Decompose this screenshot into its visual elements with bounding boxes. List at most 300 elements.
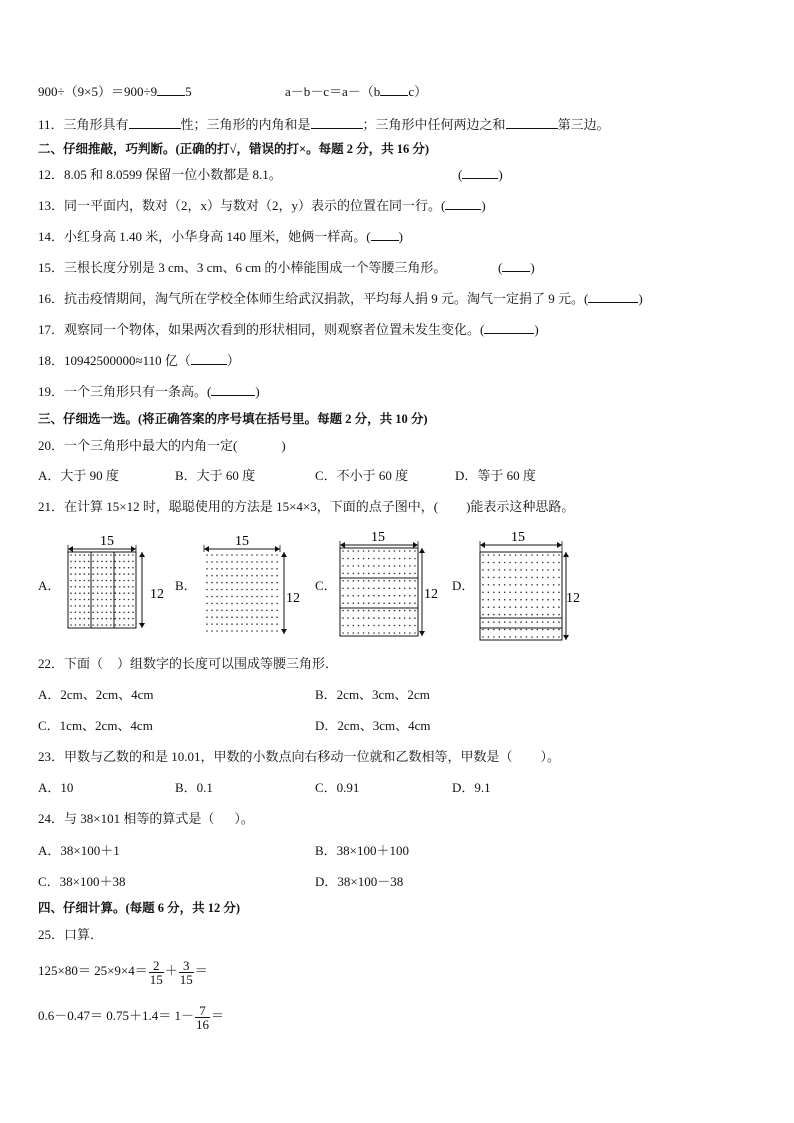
dot xyxy=(119,592,121,594)
dot xyxy=(231,561,233,563)
dot xyxy=(266,603,268,605)
dot xyxy=(409,550,411,552)
dot xyxy=(363,610,365,612)
answer-blank[interactable] xyxy=(371,228,399,241)
dot xyxy=(404,610,406,612)
dot xyxy=(531,554,533,556)
width-label: 15 xyxy=(511,530,525,545)
dot xyxy=(358,573,360,575)
calc-item: 0.75＋1.4＝ xyxy=(106,1008,172,1023)
dot xyxy=(509,577,511,579)
dot xyxy=(216,596,218,598)
dot xyxy=(271,575,273,577)
dot xyxy=(389,573,391,575)
dot xyxy=(70,554,72,556)
dot xyxy=(119,612,121,614)
q25-row-2 xyxy=(38,1002,224,1031)
dot xyxy=(493,562,495,564)
answer-blank[interactable] xyxy=(380,83,408,96)
dot xyxy=(399,550,401,552)
question-13 xyxy=(38,197,486,215)
dot xyxy=(526,629,528,631)
dot xyxy=(236,610,238,612)
dot xyxy=(358,565,360,567)
dot xyxy=(515,636,517,638)
dot xyxy=(101,624,103,626)
dot xyxy=(515,577,517,579)
answer-blank[interactable] xyxy=(484,321,534,334)
q22-option-b[interactable]: B．2cm、3cm、2cm xyxy=(315,687,430,702)
dot xyxy=(531,614,533,616)
dot xyxy=(389,602,391,604)
dot xyxy=(383,588,385,590)
dot xyxy=(226,561,228,563)
dot xyxy=(553,569,555,571)
dot xyxy=(79,554,81,556)
dot xyxy=(123,599,125,601)
dot xyxy=(115,573,117,575)
dot xyxy=(123,605,125,607)
dot xyxy=(110,599,112,601)
q21-stem-end: )能表示这种思路。 xyxy=(466,499,575,514)
q22-option-d[interactable]: D．2cm、3cm、4cm xyxy=(315,718,431,733)
dot xyxy=(493,629,495,631)
dot xyxy=(246,596,248,598)
paren-close: ) xyxy=(281,438,286,453)
dot xyxy=(404,580,406,582)
q24-option-c[interactable]: C．38×100＋38 xyxy=(38,874,126,889)
grid-frame xyxy=(340,548,418,636)
dot xyxy=(409,625,411,627)
dot xyxy=(70,605,72,607)
dot xyxy=(271,623,273,625)
dot xyxy=(347,610,349,612)
dot xyxy=(526,592,528,594)
question-17 xyxy=(38,321,539,339)
dot xyxy=(553,629,555,631)
dot xyxy=(537,592,539,594)
dot xyxy=(414,558,416,560)
q24-option-b[interactable]: B．38×100＋100 xyxy=(315,843,410,858)
dot xyxy=(504,592,506,594)
q22-option-a[interactable]: A．2cm、2cm、4cm xyxy=(38,687,154,702)
answer-blank[interactable] xyxy=(211,383,255,396)
paren-open: ( xyxy=(498,260,503,275)
dot xyxy=(119,618,121,620)
dot xyxy=(414,602,416,604)
q23-option-d[interactable]: D．9.1 xyxy=(452,780,491,795)
dot xyxy=(399,625,401,627)
dot xyxy=(261,630,263,632)
dot xyxy=(266,616,268,618)
dot xyxy=(88,624,90,626)
q23-option-c[interactable]: C．0.91 xyxy=(315,780,360,795)
dot xyxy=(221,596,223,598)
dot xyxy=(537,606,539,608)
answer-blank[interactable] xyxy=(129,116,181,129)
dot xyxy=(488,592,490,594)
dot xyxy=(88,592,90,594)
dot xyxy=(493,584,495,586)
dot xyxy=(110,624,112,626)
dot xyxy=(509,621,511,623)
dot xyxy=(409,573,411,575)
dot xyxy=(216,568,218,570)
dot xyxy=(276,575,278,577)
fraction-denominator: 16 xyxy=(196,1016,210,1032)
dot xyxy=(509,584,511,586)
dot xyxy=(368,580,370,582)
dot xyxy=(378,610,380,612)
dot xyxy=(75,586,77,588)
dot xyxy=(378,602,380,604)
dot xyxy=(231,582,233,584)
dot xyxy=(547,554,549,556)
question-11 xyxy=(38,116,610,134)
dot xyxy=(394,625,396,627)
dot xyxy=(383,610,385,612)
dot xyxy=(399,573,401,575)
dot xyxy=(353,550,355,552)
dot xyxy=(251,589,253,591)
dot xyxy=(383,565,385,567)
dot xyxy=(92,592,94,594)
q24-option-a[interactable]: A．38×100＋1 xyxy=(38,843,120,858)
dot xyxy=(70,573,72,575)
dot xyxy=(399,610,401,612)
dot xyxy=(75,573,77,575)
dot xyxy=(482,599,484,601)
dot xyxy=(537,621,539,623)
answer-blank[interactable] xyxy=(157,83,185,96)
dot xyxy=(119,573,121,575)
dot xyxy=(353,588,355,590)
dot xyxy=(231,630,233,632)
question-24 xyxy=(38,810,254,828)
dot xyxy=(246,630,248,632)
dot xyxy=(92,586,94,588)
answer-blank[interactable] xyxy=(191,352,227,365)
dot xyxy=(558,636,560,638)
dot-grid-figure-d[interactable] xyxy=(476,530,586,646)
dot xyxy=(123,580,125,582)
dot xyxy=(115,561,117,563)
dot xyxy=(261,603,263,605)
dot xyxy=(363,632,365,634)
dot xyxy=(414,632,416,634)
dot xyxy=(119,554,121,556)
dot xyxy=(75,612,77,614)
dot xyxy=(342,588,344,590)
dot xyxy=(123,624,125,626)
q23-option-a[interactable]: A．10 xyxy=(38,780,74,795)
q22-stem-end: ）组数字的长度可以围成等腰三角形． xyxy=(117,656,339,671)
dot xyxy=(231,616,233,618)
answer-blank[interactable] xyxy=(445,197,481,210)
dot xyxy=(236,589,238,591)
dot xyxy=(373,565,375,567)
expr-left: 900÷（9×5）＝900÷9 xyxy=(38,84,158,99)
dot xyxy=(256,623,258,625)
dot xyxy=(358,595,360,597)
dot xyxy=(119,586,121,588)
dot xyxy=(558,554,560,556)
dot xyxy=(216,575,218,577)
dot xyxy=(499,614,501,616)
q11-part-a: 11．三角形具有 xyxy=(38,117,129,132)
dot xyxy=(347,617,349,619)
dot xyxy=(526,577,528,579)
q20-option-b[interactable]: B．大于 60 度 xyxy=(175,468,256,483)
dot xyxy=(537,562,539,564)
q22-option-c[interactable]: C．1cm、2cm、4cm xyxy=(38,718,153,733)
answer-blank[interactable] xyxy=(502,259,530,272)
dot xyxy=(353,610,355,612)
dot xyxy=(404,565,406,567)
dot xyxy=(216,610,218,612)
dot xyxy=(128,586,130,588)
dot xyxy=(261,623,263,625)
equals-sign: ＝ xyxy=(211,1008,225,1023)
dot xyxy=(221,616,223,618)
q21-label-a[interactable]: A． xyxy=(38,578,61,593)
dot xyxy=(363,565,365,567)
dot xyxy=(221,589,223,591)
dot xyxy=(553,584,555,586)
dot xyxy=(75,599,77,601)
dot xyxy=(88,605,90,607)
dot xyxy=(394,580,396,582)
q11-part-d: 第三边。 xyxy=(557,117,610,132)
dot xyxy=(482,614,484,616)
dot xyxy=(84,573,86,575)
q23-option-b[interactable]: B．0.1 xyxy=(175,780,213,795)
dot xyxy=(110,586,112,588)
q24-option-d[interactable]: D．38×100－38 xyxy=(315,874,404,889)
dot-grid-figure-b[interactable] xyxy=(200,534,310,642)
dot xyxy=(493,621,495,623)
dot xyxy=(92,580,94,582)
plus-sign: ＋ xyxy=(164,963,178,978)
dot xyxy=(520,569,522,571)
answer-blank[interactable] xyxy=(462,166,498,179)
dot xyxy=(399,617,401,619)
dot xyxy=(526,621,528,623)
dot xyxy=(414,580,416,582)
dot xyxy=(394,617,396,619)
dot xyxy=(509,636,511,638)
dot xyxy=(106,580,108,582)
dot xyxy=(363,625,365,627)
dot xyxy=(394,602,396,604)
dot xyxy=(414,595,416,597)
dot xyxy=(383,625,385,627)
dot xyxy=(246,616,248,618)
dot xyxy=(132,605,134,607)
dot xyxy=(358,558,360,560)
dot xyxy=(542,621,544,623)
q20-option-a[interactable]: A．大于 90 度 xyxy=(38,468,119,483)
dot xyxy=(84,567,86,569)
dot xyxy=(542,636,544,638)
q20-option-c[interactable]: C．不小于 60 度 xyxy=(315,468,409,483)
answer-blank[interactable] xyxy=(506,116,558,129)
q21-label-b[interactable]: B． xyxy=(175,578,197,593)
dot xyxy=(251,630,253,632)
dot xyxy=(404,617,406,619)
dot xyxy=(373,550,375,552)
dot xyxy=(368,625,370,627)
height-label: 12 xyxy=(150,587,164,602)
dot xyxy=(206,623,208,625)
q21-label-d[interactable]: D． xyxy=(452,578,475,593)
dot xyxy=(368,610,370,612)
dot xyxy=(84,592,86,594)
dot xyxy=(537,629,539,631)
dot xyxy=(276,596,278,598)
dot xyxy=(537,569,539,571)
dot xyxy=(97,573,99,575)
dot xyxy=(504,569,506,571)
dot xyxy=(542,584,544,586)
dot xyxy=(119,561,121,563)
dot xyxy=(537,554,539,556)
dot xyxy=(394,565,396,567)
dot xyxy=(531,562,533,564)
dot xyxy=(110,561,112,563)
dot xyxy=(493,592,495,594)
dot xyxy=(106,605,108,607)
dot xyxy=(363,595,365,597)
dot xyxy=(353,558,355,560)
dot xyxy=(547,577,549,579)
dot xyxy=(110,554,112,556)
dot xyxy=(276,568,278,570)
dot xyxy=(358,602,360,604)
dot xyxy=(520,606,522,608)
dot xyxy=(123,573,125,575)
dot xyxy=(531,599,533,601)
dot xyxy=(373,580,375,582)
dot xyxy=(132,592,134,594)
dot xyxy=(368,595,370,597)
q21-label-c[interactable]: C． xyxy=(315,578,337,593)
dot xyxy=(251,596,253,598)
question-15-answer xyxy=(498,259,535,277)
q21-stem: 21．在计算 15×12 时，聪聪使用的方法是 15×4×3，下面的点子图中，( xyxy=(38,499,439,514)
dot-grid-figure-c[interactable] xyxy=(336,530,446,642)
dot xyxy=(276,623,278,625)
dot xyxy=(404,558,406,560)
dot xyxy=(221,610,223,612)
dot xyxy=(211,575,213,577)
dot xyxy=(241,630,243,632)
dot xyxy=(504,629,506,631)
dot xyxy=(488,629,490,631)
dot xyxy=(97,561,99,563)
dot xyxy=(504,599,506,601)
dot xyxy=(251,568,253,570)
dot xyxy=(342,632,344,634)
dot xyxy=(542,599,544,601)
dot xyxy=(526,584,528,586)
dot xyxy=(266,596,268,598)
dot xyxy=(115,624,117,626)
q22-stem: 22．下面（ xyxy=(38,656,104,671)
dot xyxy=(75,605,77,607)
dot xyxy=(132,573,134,575)
dot xyxy=(101,567,103,569)
dot xyxy=(547,636,549,638)
dot xyxy=(353,602,355,604)
dot xyxy=(482,577,484,579)
dot-grid-figure-a[interactable] xyxy=(62,534,162,638)
dot xyxy=(547,599,549,601)
dot xyxy=(488,614,490,616)
dot xyxy=(256,575,258,577)
dot xyxy=(389,580,391,582)
dot xyxy=(499,577,501,579)
dot xyxy=(84,586,86,588)
dot xyxy=(358,632,360,634)
q20-option-d[interactable]: D．等于 60 度 xyxy=(455,468,536,483)
dot xyxy=(368,588,370,590)
dot xyxy=(276,582,278,584)
dot xyxy=(515,592,517,594)
dot xyxy=(271,589,273,591)
dot xyxy=(271,568,273,570)
fraction-numerator: 3 xyxy=(179,959,194,973)
dot xyxy=(493,606,495,608)
dot xyxy=(271,610,273,612)
dot xyxy=(373,617,375,619)
dot xyxy=(241,596,243,598)
dot xyxy=(119,580,121,582)
dot xyxy=(542,569,544,571)
dot xyxy=(84,561,86,563)
dot xyxy=(520,614,522,616)
dot xyxy=(383,632,385,634)
dot xyxy=(404,602,406,604)
dot xyxy=(251,603,253,605)
dot xyxy=(531,629,533,631)
dot xyxy=(499,569,501,571)
dot xyxy=(256,582,258,584)
answer-blank[interactable] xyxy=(311,116,363,129)
dot xyxy=(482,554,484,556)
dot xyxy=(123,561,125,563)
dot xyxy=(271,554,273,556)
dot xyxy=(373,632,375,634)
dot xyxy=(368,632,370,634)
dot xyxy=(558,606,560,608)
answer-blank[interactable] xyxy=(588,290,638,303)
dot xyxy=(414,573,416,575)
dot xyxy=(493,614,495,616)
dot xyxy=(504,614,506,616)
dot xyxy=(347,632,349,634)
dot xyxy=(70,580,72,582)
dot xyxy=(520,621,522,623)
dot xyxy=(414,565,416,567)
dot xyxy=(231,589,233,591)
equals-sign: ＝ xyxy=(194,963,208,978)
grid-frame xyxy=(68,552,136,628)
dot xyxy=(75,554,77,556)
dot xyxy=(276,603,278,605)
dot xyxy=(547,606,549,608)
dot xyxy=(79,561,81,563)
